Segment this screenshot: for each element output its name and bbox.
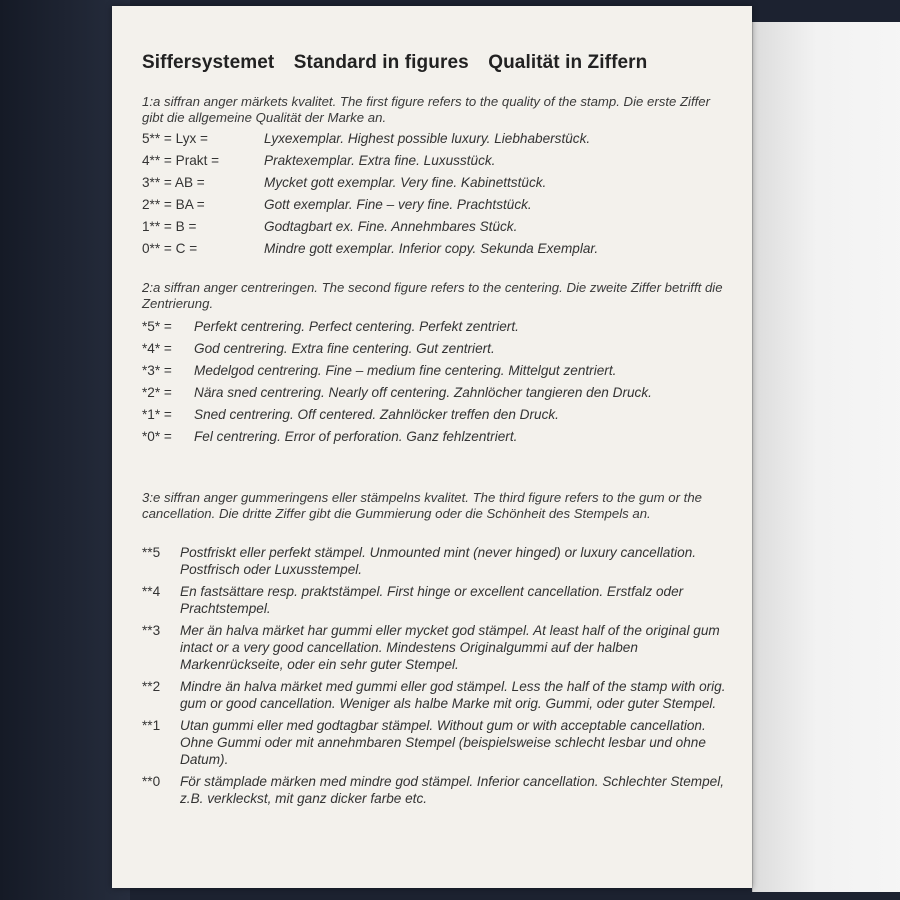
centering-code: *4* = xyxy=(142,341,172,356)
section2-intro: 2:a siffran anger centreringen. The second figure refers to the centering. Die zweite Ziffer betrifft die Zentrierung. xyxy=(142,280,723,311)
centering-description: God centrering. Extra fine centering. Gut zentriert. xyxy=(194,341,495,356)
grade-description: Lyxexemplar. Highest possible luxury. Liebhaberstück. xyxy=(264,131,591,146)
list-item xyxy=(142,152,737,169)
background-desk xyxy=(0,0,130,900)
list-item xyxy=(142,318,737,335)
section3-list xyxy=(142,544,737,812)
list-item xyxy=(142,428,737,445)
page-title xyxy=(142,52,661,74)
grade-description: Godtagbart ex. Fine. Annehmbares Stück. xyxy=(264,219,518,234)
centering-code: *1* = xyxy=(142,407,172,422)
grade-code: 5** = Lyx = xyxy=(142,131,208,146)
centering-description: Perfekt centrering. Perfect centering. Perfekt zentriert. xyxy=(194,319,519,334)
grade-code: 2** = BA = xyxy=(142,197,205,212)
gum-description: En fastsättare resp. praktstämpel. First hinge or excellent cancellation. Erstfalz oder Prachtstempel. xyxy=(180,584,684,616)
document-page xyxy=(112,6,752,888)
list-item xyxy=(142,174,737,191)
list-item xyxy=(142,362,737,379)
facing-page xyxy=(752,22,900,892)
section3-intro: 3:e siffran anger gummeringens eller stämpelns kvalitet. The third figure refers to the gum or the cancellation. Die dritte Ziffer gibt die Gummierung oder die Schönheit des Stempels an. xyxy=(142,490,703,521)
gum-description: Mindre än halva märket med gummi eller god stämpel. Less the half of the stamp with orig. gum or good cancellation. Weniger als halbe Marke mit orig. Gummi, oder guter Stempel. xyxy=(180,679,726,711)
grade-code: 4** = Prakt = xyxy=(142,153,220,168)
grade-description: Praktexemplar. Extra fine. Luxusstück. xyxy=(264,153,496,168)
section1-list xyxy=(142,130,737,262)
gum-code: **1 xyxy=(142,718,161,733)
grade-description: Mycket gott exemplar. Very fine. Kabinettstück. xyxy=(264,175,547,190)
section2-list xyxy=(142,318,737,450)
centering-description: Medelgod centrering. Fine – medium fine centering. Mittelgut zentriert. xyxy=(194,363,617,378)
gum-code: **5 xyxy=(142,545,161,560)
list-item xyxy=(142,773,737,807)
centering-code: *5* = xyxy=(142,319,172,334)
list-item xyxy=(142,717,737,768)
list-item xyxy=(142,544,737,578)
gum-code: **3 xyxy=(142,623,161,638)
gum-description: Mer än halva märket har gummi eller mycket god stämpel. At least half of the original gum intact or a very good cancellation. Mindestens Originalgummi auf der halben Markenrückseite, oder ein sehr guter Stempel. xyxy=(180,623,720,672)
grade-code: 0** = C = xyxy=(142,241,198,256)
title-english: Standard in figures xyxy=(293,52,469,73)
list-item xyxy=(142,340,737,357)
list-item xyxy=(142,130,737,147)
gum-code: **0 xyxy=(142,774,161,789)
list-item xyxy=(142,196,737,213)
centering-description: Fel centrering. Error of perforation. Ganz fehlzentriert. xyxy=(194,429,518,444)
gum-description: Utan gummi eller med godtagbar stämpel. Without gum or with acceptable cancellation. Ohne Gummi oder mit annehmbaren Stempel (beispielsweise schlecht lesbar und ohne Datum). xyxy=(180,718,706,767)
gum-description: För stämplade märken med mindre god stämpel. Inferior cancellation. Schlechter Stempel, z.B. verkleckst, mit ganz dicker farbe etc. xyxy=(180,774,725,806)
centering-code: *2* = xyxy=(142,385,172,400)
title-german: Qualität in Ziffern xyxy=(488,52,648,73)
gum-description: Postfriskt eller perfekt stämpel. Unmounted mint (never hinged) or luxury cancellation. Postfrisch oder Luxusstempel. xyxy=(180,545,697,577)
grade-description: Gott exemplar. Fine – very fine. Prachtstück. xyxy=(264,197,532,212)
list-item xyxy=(142,678,737,712)
list-item xyxy=(142,218,737,235)
list-item xyxy=(142,583,737,617)
gum-code: **4 xyxy=(142,584,161,599)
centering-code: *3* = xyxy=(142,363,172,378)
grade-description: Mindre gott exemplar. Inferior copy. Sekunda Exemplar. xyxy=(264,241,599,256)
title-swedish: Siffersystemet xyxy=(142,52,275,73)
grade-code: 1** = B = xyxy=(142,219,197,234)
section1-intro: 1:a siffran anger märkets kvalitet. The first figure refers to the quality of the stamp. Die erste Ziffer gibt die allgemeine Qualität der Marke an. xyxy=(142,94,711,125)
grade-code: 3** = AB = xyxy=(142,175,205,190)
list-item xyxy=(142,384,737,401)
centering-code: *0* = xyxy=(142,429,172,444)
centering-description: Sned centrering. Off centered. Zahnlöcker treffen den Druck. xyxy=(194,407,559,422)
centering-description: Nära sned centrering. Nearly off centering. Zahnlöcher tangieren den Druck. xyxy=(194,385,652,400)
gum-code: **2 xyxy=(142,679,161,694)
list-item xyxy=(142,406,737,423)
list-item xyxy=(142,622,737,673)
list-item xyxy=(142,240,737,257)
